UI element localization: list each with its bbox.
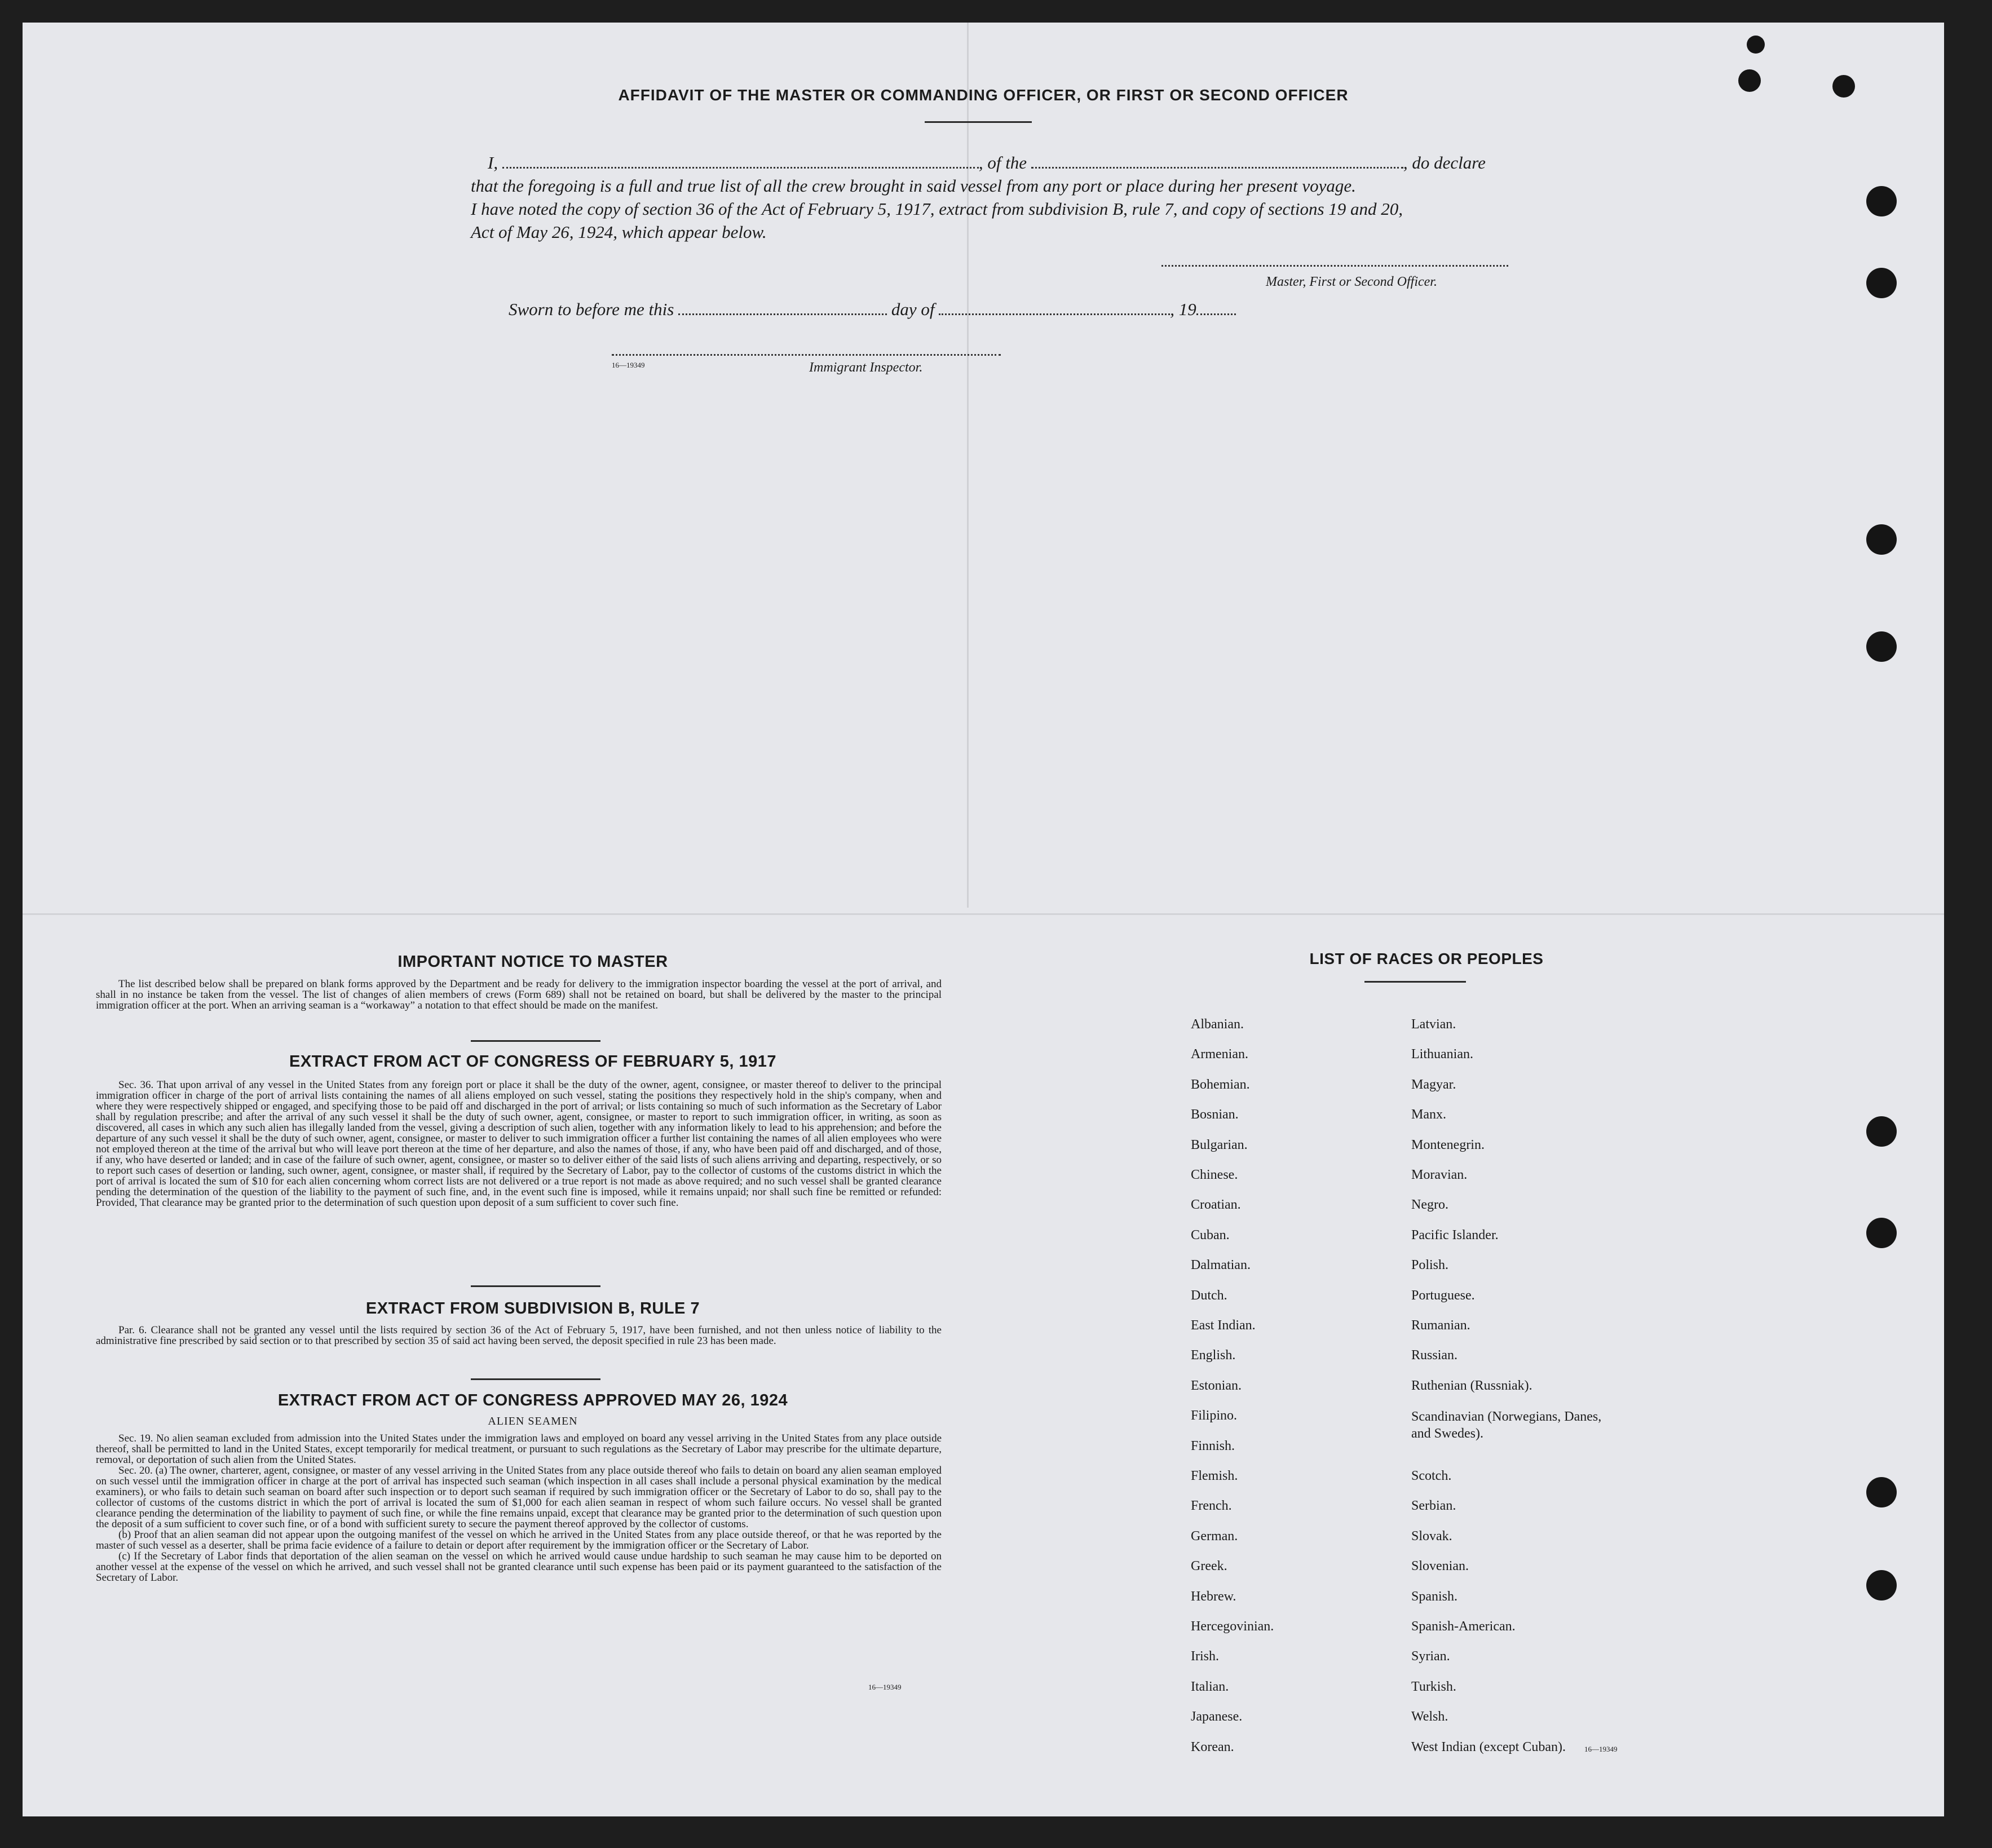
race-item: Russian.: [1411, 1348, 1458, 1363]
extract-rule7-title: EXTRACT FROM SUBDIVISION B, RULE 7: [365, 1299, 700, 1318]
document-sheet: [23, 23, 1944, 1816]
sec-20b-text: (b) Proof that an alien seaman did not appear upon the outgoing manifest of the vessel on which he arrived in the United States from any place outside thereof, or that he was reported by the master of such vessel as a deserter, shall be prima facie evidence of a failure to detain or deport after requirement by the immigration officer or the Secretary of Labor.: [96, 1529, 942, 1551]
declaration-line: [488, 151, 1525, 174]
punch-hole-icon: [1866, 186, 1897, 216]
race-item: Lithuanian.: [1411, 1047, 1473, 1062]
race-item: Scotch.: [1411, 1469, 1452, 1483]
punch-hole-icon: [1866, 268, 1897, 298]
label-do-declare: , do declare: [1403, 153, 1486, 173]
race-item: Dutch.: [1191, 1288, 1227, 1303]
race-item: Ruthenian (Russniak).: [1411, 1378, 1532, 1393]
race-item: Japanese.: [1191, 1709, 1243, 1725]
race-item: Latvian.: [1411, 1017, 1456, 1032]
race-item: Croatian.: [1191, 1197, 1241, 1213]
label-of-the: , of the: [978, 153, 1027, 173]
punch-hole-icon: [1866, 1116, 1897, 1147]
affidavit-line-2: that the foregoing is a full and true list of all the crew brought in said vessel from any port or place during her present voyage.: [471, 176, 1356, 196]
race-item: French.: [1191, 1498, 1232, 1514]
sec-20a-text: Sec. 20. (a) The owner, charterer, agent, consignee, or master of any vessel arriving in the United States from any place outside thereof who fails to detain on board any alien seaman employed on such vessel until the immigration officer in charge at the port of arrival has inspected such seaman (which inspection in all cases shall include a personal physical examination by the medical examiners), or who fails to detain such seaman on board after such inspection or to deport such seaman if required by such immigration officer or the Secretary of Labor to do so, shall pay to the collector of customs of the customs district in which the port of arrival is located the sum of $1,000 for each alien seaman in respect of whom such failure occurs. No vessel shall be granted clearance pending the determination of the liability to payment of such fine, or while the fine remains unpaid, except that clearance may be granted prior to the determination of such question upon the deposit of a sum sufficient to cover such fine, or of a bond with sufficient surety to secure the payment thereof approved by the collector of customs.: [96, 1465, 942, 1530]
race-item: Welsh.: [1411, 1709, 1448, 1725]
extract-form-number: 16—19349: [868, 1683, 902, 1691]
punch-hole-icon: [1866, 524, 1897, 555]
extract-rule7-body: [96, 1325, 942, 1346]
label-year: , 19: [1170, 299, 1196, 319]
label-day-of: day of: [891, 299, 935, 319]
section-rule: [471, 1285, 600, 1287]
title-rule: [925, 121, 1032, 123]
race-item: Hebrew.: [1191, 1589, 1236, 1604]
sec-19-text: Sec. 19. No alien seaman excluded from admission into the United States under the immigration laws and employed on board any vessel arriving in the United States from any place outside thereof, shall be permitted to land in the United States, except temporarily for medical treatment, or pursuant to such regulations as the Secretary of Labor may prescribe for the ultimate departure, removal, or deportation of such alien from the United States.: [96, 1433, 942, 1466]
sworn-line: [509, 298, 1236, 321]
race-item: Filipino.: [1191, 1408, 1238, 1423]
race-item: Korean.: [1191, 1739, 1234, 1754]
race-item: Montenegrin.: [1411, 1137, 1485, 1152]
punch-hole-icon: [1866, 1477, 1897, 1507]
sec-20c-text: (c) If the Secretary of Labor finds that deportation of the alien seaman on the vessel on which he arrived would cause undue hardship to such seaman he may cause him to be deported on another vessel at the expense of the vessel on which he arrived, and such vessel shall not be granted clearance until such expense has been paid or its payment guaranteed to the satisfaction of the Secretary of Labor.: [96, 1550, 942, 1584]
race-item: Polish.: [1411, 1258, 1449, 1273]
race-item: Moravian.: [1411, 1168, 1468, 1182]
inspector-signature-line: [612, 354, 1001, 356]
race-item: English.: [1191, 1348, 1236, 1363]
race-item: Bulgarian.: [1191, 1137, 1248, 1152]
vessel-blank: [1031, 153, 1403, 169]
label-sworn: Sworn to before me this: [509, 299, 674, 319]
race-item: Scandinavian (Norwegians, Danes, and Swedes).: [1411, 1409, 1602, 1442]
punch-hole-icon: [1866, 631, 1897, 662]
alien-seamen-subtitle: ALIEN SEAMEN: [488, 1415, 578, 1427]
race-item: Slovenian.: [1411, 1559, 1469, 1574]
extract-1917-title: EXTRACT FROM ACT OF CONGRESS OF FEBRUARY 5, 1917: [289, 1053, 777, 1071]
section-rule: [471, 1040, 600, 1042]
horizontal-fold-line: [23, 913, 1944, 915]
race-item: German.: [1191, 1528, 1238, 1544]
extract-1917-text: Sec. 36. That upon arrival of any vessel in the United States from any foreign port or place it shall be the duty of the owner, agent, consignee, or master thereof to deliver to the principal immigration officer in charge of the port of arrival lists containing the names of all aliens employed on such vessel, stating the positions they respectively hold in the ship's company, when and where they were respectively shipped or engaged, and specifying those to be paid off and discharged in the port of arrival; or lists containing so much of such information as the Secretary of Labor shall by regulation prescribe; and after the arrival of any such vessel it shall be the duty of such owner, agent, consignee, or master to report to such immigration officer, in writing, as soon as discovered, all cases in which any such alien has illegally landed from the vessel, giving a description of such alien, together with any information likely to lead to his apprehension; and before the departure of any such vessel it shall be the duty of such owner, agent, consignee, or master to deliver to such immigration officer a further list containing the names of all alien employees who were not employed thereon at the time of the arrival but who will leave port thereon at the time of her departure, and also the names of those, if any, who have been paid off and discharged, and of those, if any, who have deserted or landed; and in case of the failure of such owner, agent, consignee, or master so to deliver either of the said lists of such aliens arriving and departing, respectively, or so to report such cases of desertion or landing, such owner, agent, consignee, or master shall, if required by the Secretary of Labor, pay to the collector of customs of the customs district in which the port of arrival is located the sum of $10 for each alien concerning whom correct lists are not delivered or a true report is not made as above required; and no such vessel shall be granted clearance pending the determination of the question of the liability to the payment of such fine, and, in the event such fine is imposed, while it remains unpaid; nor shall such fine be remitted or refunded: Provided, That clearance may be granted prior to the determination of such question upon deposit of a sum sufficient to cover such fine.: [96, 1079, 942, 1209]
master-signature-line: [1161, 265, 1508, 267]
label-i: I,: [488, 153, 498, 173]
extract-1924-title: EXTRACT FROM ACT OF CONGRESS APPROVED MAY 26, 1924: [277, 1391, 788, 1409]
race-item: Flemish.: [1191, 1469, 1238, 1483]
race-item: Dalmatian.: [1191, 1258, 1251, 1273]
race-item: Bohemian.: [1191, 1077, 1250, 1092]
race-item: Cuban.: [1191, 1227, 1230, 1243]
ink-spot-icon: [1747, 36, 1765, 54]
race-item: Bosnian.: [1191, 1107, 1239, 1122]
punch-hole-icon: [1866, 1218, 1897, 1248]
master-signature-label: Master, First or Second Officer.: [1266, 275, 1437, 289]
affidavit-line-3: I have noted the copy of section 36 of the Act of February 5, 1917, extract from subdivision B, rule 7, and copy of sections 19 and 20,: [471, 199, 1403, 219]
affidavit-form-number: 16—19349: [612, 361, 645, 369]
race-item: Italian.: [1191, 1679, 1229, 1694]
extract-rule7-text: Par. 6. Clearance shall not be granted any vessel until the lists required by section 36 of the Act of February 5, 1917, have been furnished, and not then unless notice of liability to the administrative fine prescribed by said section or to that prescribed by section 35 of said act having been served, the deposit specified in rule 23 has been made.: [96, 1324, 942, 1347]
sworn-year-blank: [1196, 300, 1236, 315]
sworn-month-blank: [939, 300, 1170, 315]
race-item: Pacific Islander.: [1411, 1227, 1499, 1243]
race-item: Negro.: [1411, 1197, 1448, 1213]
punch-hole-icon: [1866, 1570, 1897, 1601]
section-rule: [471, 1378, 600, 1380]
race-item: West Indian (except Cuban).: [1411, 1739, 1566, 1754]
races-title: LIST OF RACES OR PEOPLES: [1309, 950, 1544, 967]
races-form-number: 16—19349: [1584, 1745, 1618, 1753]
race-item: Hercegovinian.: [1191, 1619, 1274, 1634]
extract-1924-body: [96, 1433, 942, 1583]
race-item: Chinese.: [1191, 1168, 1238, 1182]
race-item: East Indian.: [1191, 1318, 1256, 1333]
race-item: Syrian.: [1411, 1649, 1450, 1664]
race-item: Portuguese.: [1411, 1288, 1475, 1303]
race-item: Greek.: [1191, 1559, 1227, 1574]
race-item: Magyar.: [1411, 1077, 1456, 1092]
race-item: Albanian.: [1191, 1017, 1244, 1032]
name-blank: [502, 153, 979, 169]
race-item: Rumanian.: [1411, 1318, 1470, 1333]
inspector-label: Immigrant Inspector.: [809, 360, 923, 375]
race-item: Estonian.: [1191, 1378, 1242, 1393]
extract-1917-body: [96, 1080, 942, 1208]
race-item: Spanish.: [1411, 1589, 1458, 1604]
notice-body: [96, 979, 942, 1011]
races-rule: [1364, 981, 1466, 983]
affidavit-line-4: Act of May 26, 1924, which appear below.: [471, 222, 767, 242]
affidavit-title: AFFIDAVIT OF THE MASTER OR COMMANDING OFFICER, OR FIRST OR SECOND OFFICER: [618, 86, 1349, 104]
notice-title: IMPORTANT NOTICE TO MASTER: [397, 953, 668, 971]
race-item: Spanish-American.: [1411, 1619, 1516, 1634]
race-item: Slovak.: [1411, 1528, 1452, 1544]
race-item: Turkish.: [1411, 1679, 1456, 1694]
race-item: Irish.: [1191, 1649, 1219, 1664]
sworn-day-blank: [678, 300, 887, 315]
notice-text: The list described below shall be prepared on blank forms approved by the Department and be ready for delivery to the immigration inspector boarding the vessel at the port of arrival, and shall in no instance be taken from the vessel. The list of changes of alien members of crews (Form 689) shall not be retained on board, but shall be delivered by the master to the principal immigration officer at the port. When an arriving seaman is a “workaway” a notation to that effect should be made on the manifest.: [96, 978, 942, 1011]
race-item: Manx.: [1411, 1107, 1446, 1122]
race-item: Armenian.: [1191, 1047, 1248, 1062]
race-item: Serbian.: [1411, 1498, 1456, 1514]
race-item: Finnish.: [1191, 1438, 1235, 1453]
affidavit-text: [488, 151, 1525, 174]
